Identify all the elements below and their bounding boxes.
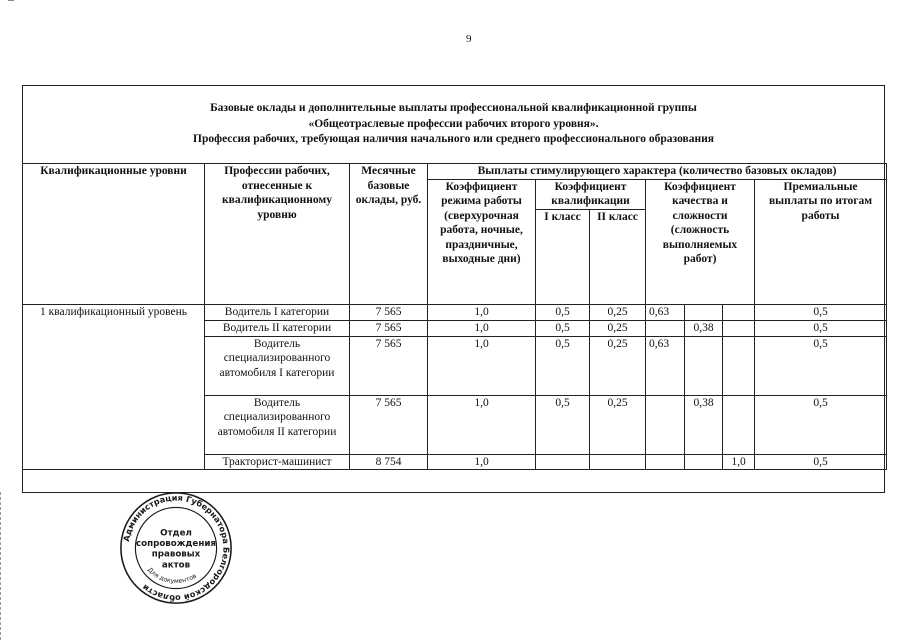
stamp-bottom-text: Для документов bbox=[145, 566, 198, 586]
header-quality-coef: Коэффициент качества и сложности (сложность выполняемых работ) bbox=[646, 179, 755, 304]
class1-cell bbox=[536, 454, 590, 470]
class2-cell: 0,25 bbox=[590, 320, 646, 336]
regime-cell: 1,0 bbox=[428, 454, 536, 470]
header-regime-coef: Коэффициент режима работы (сверхурочная работа, ночные, праздничные, выходные дни) bbox=[428, 179, 536, 304]
salary-cell: 7 565 bbox=[350, 320, 428, 336]
class1-cell: 0,5 bbox=[536, 304, 590, 320]
quality-cell-1: 0,63 bbox=[646, 336, 685, 395]
class2-cell: 0,25 bbox=[590, 395, 646, 454]
header-qualification-coef: Коэффициент квалификации bbox=[536, 179, 646, 209]
official-stamp bbox=[118, 490, 234, 606]
quality-cell-1: 0,63 bbox=[646, 304, 685, 320]
bonus-cell: 0,5 bbox=[755, 304, 887, 320]
stamp-line-3: правовых bbox=[151, 549, 201, 560]
scan-corner-mark bbox=[8, 0, 14, 5]
document-title bbox=[23, 86, 884, 163]
class1-cell: 0,5 bbox=[536, 395, 590, 454]
profession-cell: Водитель II категории bbox=[205, 320, 350, 336]
quality-cell-3: 1,0 bbox=[723, 454, 755, 470]
qual-level-cell: 1 квалификационный уровень bbox=[23, 304, 205, 470]
regime-cell: 1,0 bbox=[428, 395, 536, 454]
regime-cell: 1,0 bbox=[428, 304, 536, 320]
class2-cell: 0,25 bbox=[590, 336, 646, 395]
header-professions: Профессии рабочих, отнесенные к квалификационному уровню bbox=[205, 164, 350, 305]
title-line-2: «Общеотраслевые профессии рабочих второго уровня». bbox=[308, 117, 599, 130]
header-class-1: I класс bbox=[536, 209, 590, 304]
table-row bbox=[23, 304, 887, 320]
class2-cell: 0,25 bbox=[590, 304, 646, 320]
quality-cell-2 bbox=[685, 336, 723, 395]
quality-cell-2: 0,38 bbox=[685, 395, 723, 454]
stamp-line-2: сопровождения bbox=[136, 539, 216, 550]
quality-cell-2: 0,38 bbox=[685, 320, 723, 336]
quality-cell-3 bbox=[723, 304, 755, 320]
salary-cell: 7 565 bbox=[350, 304, 428, 320]
profession-cell: Тракторист-машинист bbox=[205, 454, 350, 470]
quality-cell-2 bbox=[685, 304, 723, 320]
regime-cell: 1,0 bbox=[428, 336, 536, 395]
quality-cell-3 bbox=[723, 320, 755, 336]
class1-cell: 0,5 bbox=[536, 336, 590, 395]
stamp-line-1: Отдел bbox=[160, 528, 192, 539]
bonus-cell: 0,5 bbox=[755, 336, 887, 395]
header-qual-levels: Квалификационные уровни bbox=[23, 164, 205, 305]
salary-cell: 7 565 bbox=[350, 336, 428, 395]
profession-cell: Водитель специализированного автомобиля II категории bbox=[205, 395, 350, 454]
profession-cell: Водитель I категории bbox=[205, 304, 350, 320]
quality-cell-1 bbox=[646, 320, 685, 336]
quality-cell-1 bbox=[646, 395, 685, 454]
salary-cell: 7 565 bbox=[350, 395, 428, 454]
salary-table bbox=[22, 163, 887, 470]
stamp-line-4: актов bbox=[161, 560, 191, 571]
title-line-3: Профессия рабочих, требующая наличия начального или среднего профессионального образования bbox=[193, 133, 714, 145]
header-class-2: II класс bbox=[590, 209, 646, 304]
class1-cell: 0,5 bbox=[536, 320, 590, 336]
class2-cell bbox=[590, 454, 646, 470]
document-frame bbox=[22, 85, 885, 493]
regime-cell: 1,0 bbox=[428, 320, 536, 336]
bonus-cell: 0,5 bbox=[755, 395, 887, 454]
title-line-1: Базовые оклады и дополнительные выплаты профессиональной квалификационной группы bbox=[210, 102, 697, 114]
profession-cell: Водитель специализированного автомобиля I категории bbox=[205, 336, 350, 395]
scan-edge-mark bbox=[0, 492, 5, 640]
quality-cell-3 bbox=[723, 336, 755, 395]
header-incentive-group: Выплаты стимулирующего характера (количество базовых окладов) bbox=[428, 164, 887, 180]
header-salary: Месячные базовые оклады, руб. bbox=[350, 164, 428, 305]
bonus-cell: 0,5 bbox=[755, 320, 887, 336]
header-bonus: Премиальные выплаты по итогам работы bbox=[755, 179, 887, 304]
salary-cell: 8 754 bbox=[350, 454, 428, 470]
quality-cell-2 bbox=[685, 454, 723, 470]
quality-cell-3 bbox=[723, 395, 755, 454]
page-number: 9 bbox=[466, 33, 472, 45]
stamp-outer-text: Администрация Губернатора Белгородской области bbox=[121, 492, 232, 604]
bonus-cell: 0,5 bbox=[755, 454, 887, 470]
quality-cell-1 bbox=[646, 454, 685, 470]
